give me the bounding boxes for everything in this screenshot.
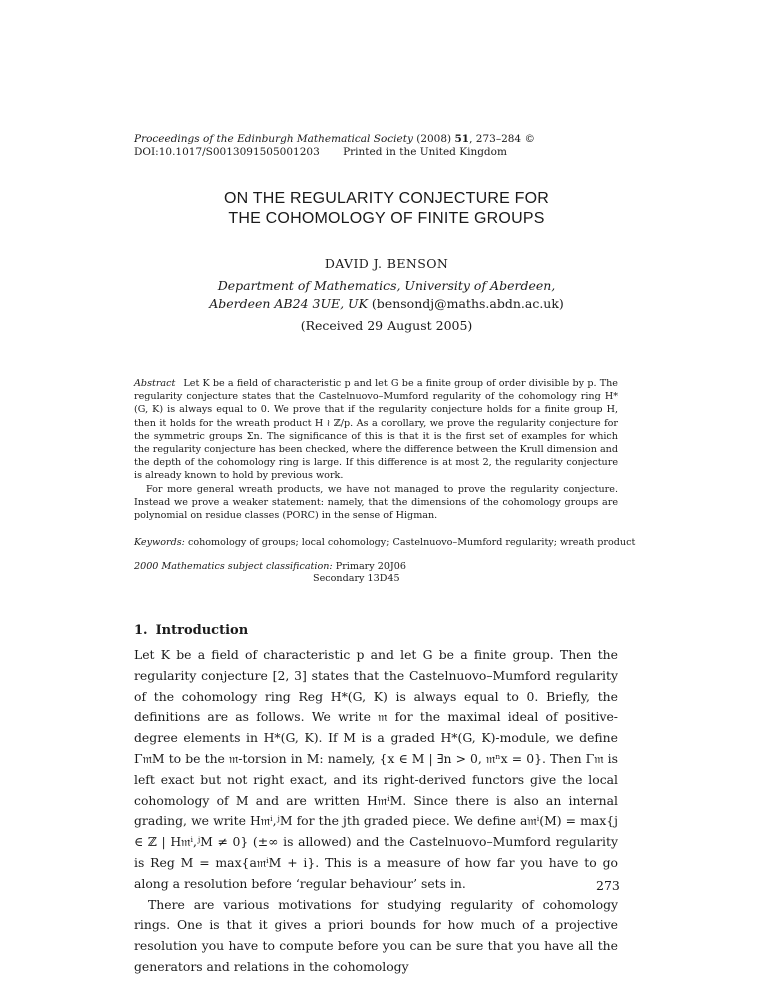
title-line-1: ON THE REGULARITY CONJECTURE FOR bbox=[224, 190, 549, 207]
received-date: (Received 29 August 2005) bbox=[300, 318, 473, 333]
doi-line bbox=[134, 146, 507, 158]
journal-name: Proceedings of the Edinburgh Mathematical Society bbox=[134, 133, 413, 145]
keywords-text: cohomology of groups; local cohomology; Castelnuovo–Mumford regularity; wreath product bbox=[187, 537, 636, 548]
body-para-1: Let K be a field of characteristic p and let G be a finite group. Then the regularity conjecture [2, 3] states that the Castelnuovo–Mumford regularity of the cohomology ring Reg H*(G, K) is always equal to 0. Briefly, the definitions are as follows. We write 𝔪 for the maximal ideal of positive-degree elements in H*(G, K). If M is a graded H*(G, K)-module, we define Γ𝔪M to be the 𝔪-torsion in M: namely, {x ∈ M | ∃n > 0, 𝔪ⁿx = 0}. Then Γ𝔪 is left exact but not right exact, and its right-derived functors give the local cohomology of M and are written H𝔪ⁱM. Since there is also an internal grading, we write H𝔪ⁱ,ʲM for the jth graded piece. We define a𝔪ⁱ(M) = max{j ∈ ℤ | H𝔪ⁱ,ʲM ≠ 0} (±∞ is allowed) and the Castelnuovo–Mumford regularity is Reg M = max{a𝔪ⁱM + i}. This is a measure of how far you have to go along a resolution before ‘regular behaviour’ sets in. bbox=[134, 647, 618, 891]
journal-pages: , 273–284 © bbox=[469, 133, 535, 145]
affiliation-address: Aberdeen AB24 3UE, UK bbox=[209, 296, 368, 311]
msc-classification bbox=[134, 560, 406, 573]
author-name: DAVID J. BENSON bbox=[324, 256, 449, 271]
keywords-label: Keywords: bbox=[134, 537, 185, 548]
abstract-label: Abstract bbox=[134, 378, 176, 389]
journal-citation bbox=[134, 132, 535, 146]
body-para-2: There are various motivations for studying regularity of cohomology rings. One is that it gives a priori bounds for how much of a projective resolution you have to compute before you can be sure that you have all the generators and relations in the cohomology bbox=[134, 896, 618, 974]
keywords bbox=[134, 537, 636, 548]
body-text bbox=[134, 645, 618, 978]
section-heading bbox=[134, 623, 248, 638]
title-line-2: THE COHOMOLOGY OF FINITE GROUPS bbox=[228, 210, 545, 227]
section-title: Introduction bbox=[155, 623, 249, 638]
journal-year: (2008) bbox=[416, 133, 452, 145]
abstract-para-1: Let K be a field of characteristic p and let G be a finite group of order divisible by p. The regularity conjecture states that the Castelnuovo–Mumford regularity of the cohomology ring H*(G, K) is always equal to 0. We prove that if the regularity conjecture holds for a finite group H, then it holds for the wreath product H ≀ ℤ/p. As a corollary, we prove the regularity conjecture for the symmetric groups Σn. The significance of this is that it is the first set of examples for which the regularity conjecture has been checked, where the difference between the Krull dimension and the depth of the cohomology ring is large. If this difference is at most 2, the regularity conjecture is already known to hold by previous work. bbox=[134, 378, 618, 482]
doi: DOI:10.1017/S0013091505001203 bbox=[134, 146, 320, 158]
affiliation-line-1: Department of Mathematics, University of Aberdeen, bbox=[217, 278, 556, 293]
author-email: (bensondj@maths.abdn.ac.uk) bbox=[371, 296, 564, 311]
msc-secondary: Secondary 13D45 bbox=[313, 573, 400, 584]
paper-title bbox=[0, 189, 773, 229]
msc-label: 2000 Mathematics subject classification: bbox=[134, 561, 333, 572]
printed-note: Printed in the United Kingdom bbox=[343, 146, 507, 158]
page-number: 273 bbox=[596, 878, 620, 893]
section-number: 1. bbox=[134, 623, 148, 638]
msc-primary: Primary 20J06 bbox=[335, 561, 406, 572]
abstract bbox=[134, 377, 618, 522]
journal-volume: 51 bbox=[454, 133, 470, 145]
abstract-para-2: For more general wreath products, we have not managed to prove the regularity conjecture. Instead we prove a weaker statement: namely, that the dimensions of the cohomology groups are polynomial on residue classes (PORC) in the sense of Higman. bbox=[134, 483, 618, 522]
affiliation bbox=[0, 277, 773, 313]
